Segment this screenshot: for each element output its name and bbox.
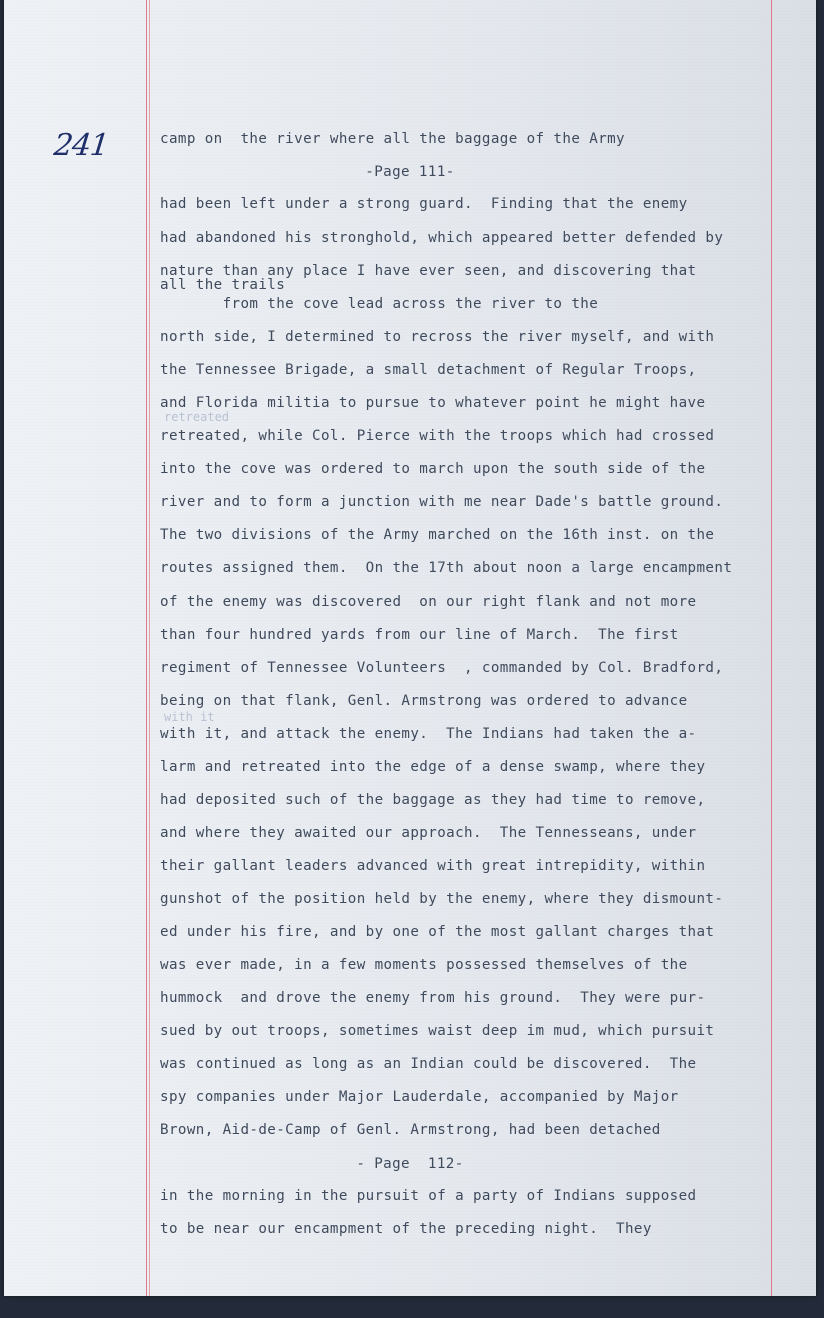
text-line: to be near our encampment of the preceding night. They — [160, 1221, 652, 1237]
text-line: had abandoned his stronghold, which appeared better defended by — [160, 230, 724, 246]
text-line: spy companies under Major Lauderdale, accompanied by Major — [160, 1089, 679, 1105]
text-line: the Tennessee Brigade, a small detachment of Regular Troops, — [160, 362, 697, 378]
text-line: regiment of Tennessee Volunteers , commanded by Col. Bradford, — [160, 660, 724, 676]
text-line: had been left under a strong guard. Finding that the enemy — [160, 196, 688, 212]
text-line: was ever made, in a few moments possessed themselves of the — [160, 957, 688, 973]
text-line: was continued as long as an Indian could be discovered. The — [160, 1056, 697, 1072]
text-line: had deposited such of the baggage as they had time to remove, — [160, 792, 706, 808]
text-line: larm and retreated into the edge of a dense swamp, where they — [160, 759, 706, 775]
left-margin-rule — [146, 0, 147, 1296]
text-line: in the morning in the pursuit of a party of Indians supposed — [160, 1188, 697, 1204]
text-line: Brown, Aid-de-Camp of Genl. Armstrong, had been detached — [160, 1122, 661, 1138]
text-line: all the trails — [160, 277, 286, 293]
text-line: and Florida militia to pursue to whatever point he might have — [160, 395, 706, 411]
text-line: ed under his fire, and by one of the most gallant charges that — [160, 924, 715, 940]
ghost-text-retreated: retreated — [164, 410, 230, 424]
text-line: sued by out troops, sometimes waist deep im mud, which pursuit — [160, 1023, 715, 1039]
text-line: gunshot of the position held by the enemy, where they dismount- — [160, 891, 724, 907]
text-line: camp on the river where all the baggage of the Army — [160, 131, 625, 147]
text-line: of the enemy was discovered on our right flank and not more — [160, 594, 697, 610]
text-line: routes assigned them. On the 17th about noon a large encampment — [160, 560, 733, 576]
text-line: being on that flank, Genl. Armstrong was ordered to advance — [160, 693, 688, 709]
document-page — [4, 0, 816, 1296]
text-line: with it, and attack the enemy. The Indians had taken the a- — [160, 726, 697, 742]
text-line: and where they awaited our approach. The Tennesseans, under — [160, 825, 697, 841]
text-line: into the cove was ordered to march upon the south side of the — [160, 461, 706, 477]
text-line: nature than any place I have ever seen, and discovering that — [160, 263, 697, 279]
text-line: their gallant leaders advanced with great intrepidity, within — [160, 858, 706, 874]
text-line: north side, I determined to recross the river myself, and with — [160, 329, 715, 345]
text-line: hummock and drove the enemy from his ground. They were pur- — [160, 990, 706, 1006]
ghost-text-with-it: with it — [164, 710, 215, 724]
text-line: river and to form a junction with me near Dade's battle ground. — [160, 494, 724, 510]
right-margin-rule — [771, 0, 772, 1296]
text-line: from the cove lead across the river to the — [160, 296, 599, 312]
text-line: retreated, while Col. Pierce with the troops which had crossed — [160, 428, 715, 444]
text-line: than four hundred yards from our line of March. The first — [160, 627, 679, 643]
page-marker-111: -Page 111- — [365, 164, 455, 180]
handwritten-page-number: 241 — [52, 128, 111, 163]
page-marker-112: - Page 112- — [356, 1156, 464, 1172]
left-margin-rule-inner — [149, 0, 150, 1296]
text-line: The two divisions of the Army marched on the 16th inst. on the — [160, 527, 715, 543]
